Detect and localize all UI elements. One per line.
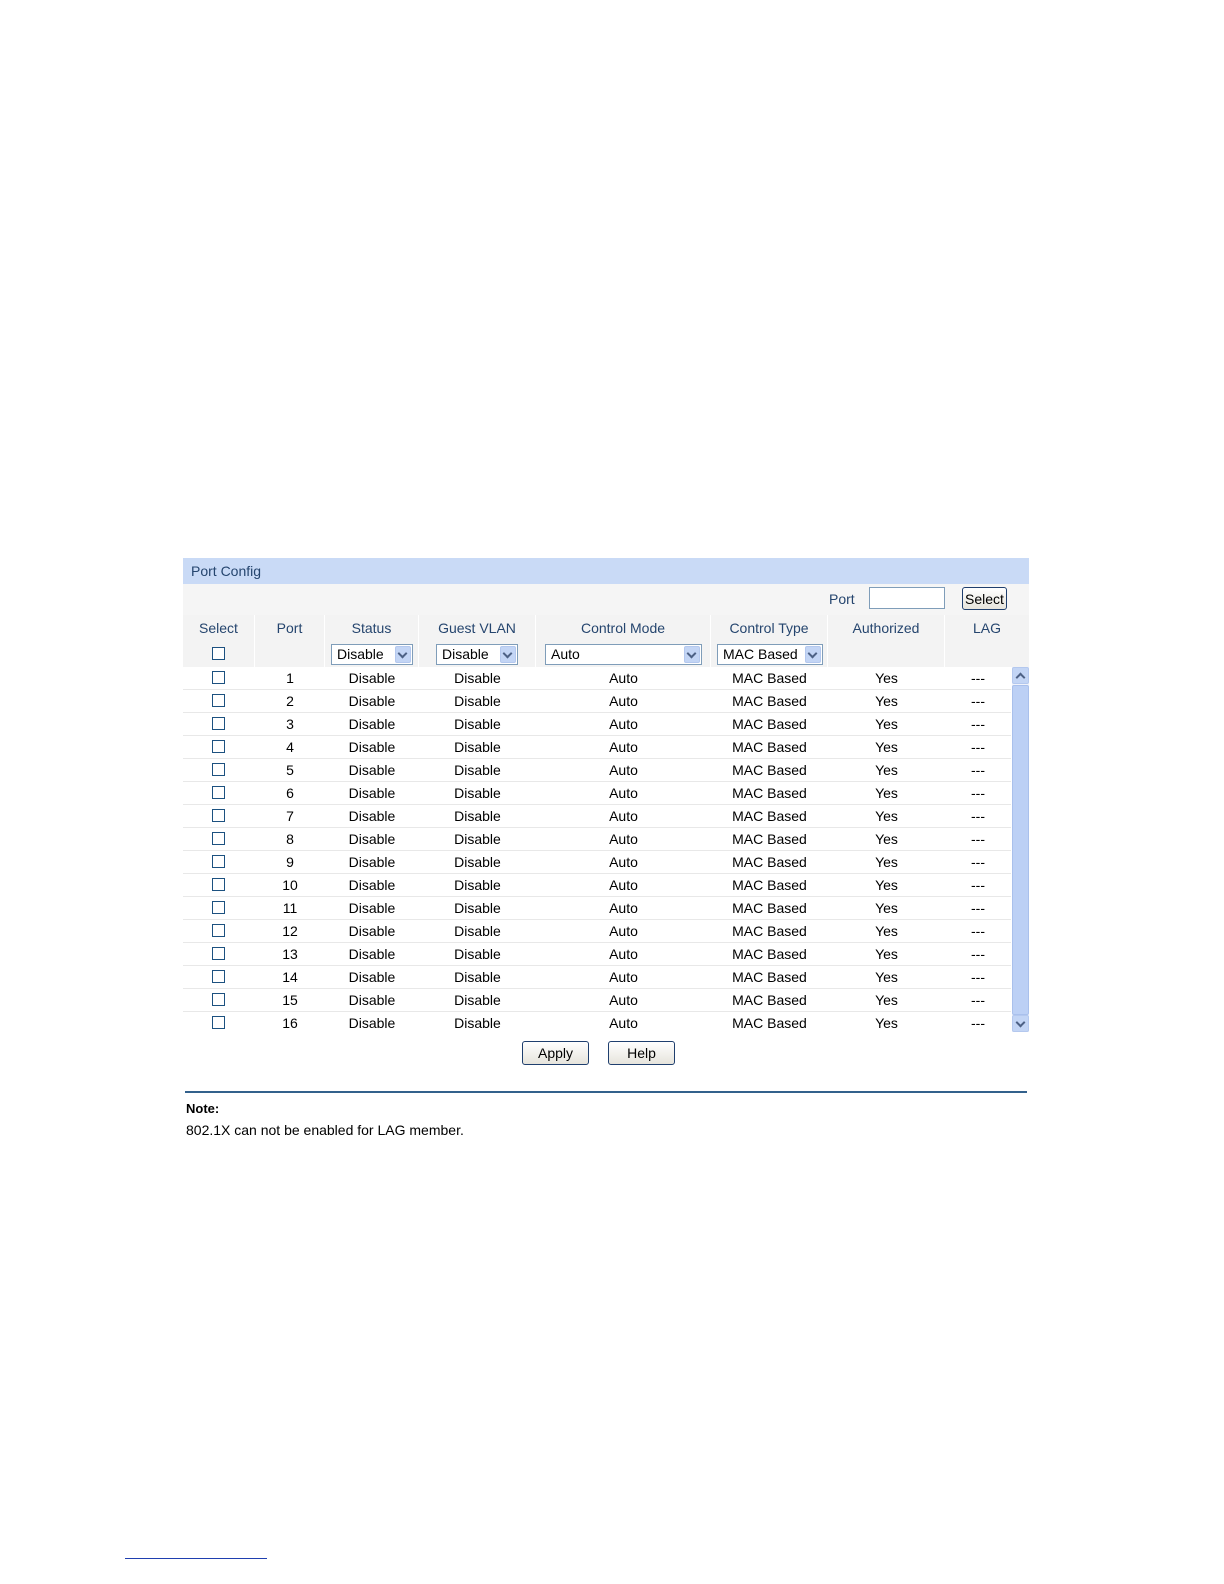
cell-status: Disable: [348, 992, 396, 1008]
cell-control-type: MAC Based: [732, 992, 807, 1008]
chevron-down-icon: [500, 646, 516, 663]
cell-lag: ---: [971, 946, 985, 962]
cell-port: 4: [286, 739, 294, 755]
cell-guest-vlan: Disable: [454, 900, 501, 916]
cell-authorized: Yes: [875, 831, 898, 847]
row-select-checkbox[interactable]: [212, 993, 225, 1006]
cell-lag: ---: [971, 762, 985, 778]
control-mode-dropdown-value: Auto: [551, 646, 580, 662]
cell-control-type: MAC Based: [732, 946, 807, 962]
cell-port: 13: [282, 946, 298, 962]
row-select-checkbox[interactable]: [212, 947, 225, 960]
cell-authorized: Yes: [875, 693, 898, 709]
cell-status: Disable: [348, 969, 396, 985]
cell-guest-vlan: Disable: [454, 693, 501, 709]
control-type-dropdown[interactable]: [717, 644, 823, 665]
cell-port: 5: [286, 762, 294, 778]
cell-lag: ---: [971, 992, 985, 1008]
filter-control-mode-cell: [536, 641, 711, 667]
scrollbar-thumb[interactable]: [1012, 685, 1029, 1015]
port-input[interactable]: [869, 587, 945, 609]
cell-status: Disable: [348, 739, 396, 755]
cell-lag: ---: [971, 969, 985, 985]
cell-control-mode: Auto: [609, 831, 638, 847]
cell-guest-vlan: Disable: [454, 716, 501, 732]
table-scrollbar[interactable]: [1012, 667, 1029, 1032]
cell-lag: ---: [971, 831, 985, 847]
cell-guest-vlan: Disable: [454, 762, 501, 778]
chevron-down-icon: [395, 646, 411, 663]
filter-port-cell: [255, 641, 325, 667]
cell-control-mode: Auto: [609, 670, 638, 686]
cell-guest-vlan: Disable: [454, 992, 501, 1008]
cell-control-mode: Auto: [609, 992, 638, 1008]
row-select-checkbox[interactable]: [212, 1016, 225, 1029]
cell-lag: ---: [971, 693, 985, 709]
apply-button[interactable]: Apply: [522, 1041, 589, 1065]
note-title: Note:: [186, 1101, 220, 1116]
cell-port: 16: [282, 1015, 298, 1031]
cell-lag: ---: [971, 877, 985, 893]
cell-control-mode: Auto: [609, 969, 638, 985]
cell-control-type: MAC Based: [732, 877, 807, 893]
cell-status: Disable: [348, 900, 396, 916]
cell-control-type: MAC Based: [732, 739, 807, 755]
cell-control-type: MAC Based: [732, 785, 807, 801]
table-row: [183, 897, 1011, 920]
cell-status: Disable: [348, 716, 396, 732]
divider: [185, 1091, 1027, 1093]
cell-control-mode: Auto: [609, 946, 638, 962]
cell-control-type: MAC Based: [732, 854, 807, 870]
cell-control-mode: Auto: [609, 923, 638, 939]
cell-control-mode: Auto: [609, 808, 638, 824]
cell-status: Disable: [348, 762, 396, 778]
cell-status: Disable: [348, 1015, 396, 1031]
cell-guest-vlan: Disable: [454, 877, 501, 893]
cell-port: 9: [286, 854, 294, 870]
cell-status: Disable: [348, 670, 396, 686]
cell-guest-vlan: Disable: [454, 739, 501, 755]
cell-lag: ---: [971, 1015, 985, 1031]
cell-lag: ---: [971, 900, 985, 916]
control-mode-dropdown[interactable]: [545, 644, 702, 665]
cell-control-type: MAC Based: [732, 693, 807, 709]
table-row: [183, 989, 1011, 1012]
cell-guest-vlan: Disable: [454, 946, 501, 962]
column-header-authorized: Authorized: [828, 615, 945, 641]
status-dropdown[interactable]: [331, 644, 413, 665]
cell-authorized: Yes: [875, 716, 898, 732]
cell-guest-vlan: Disable: [454, 923, 501, 939]
column-header-lag: LAG: [972, 620, 1001, 636]
row-select-checkbox[interactable]: [212, 740, 225, 753]
port-config-panel: [183, 558, 1029, 1138]
cell-port: 6: [286, 785, 294, 801]
table-row: [183, 667, 1011, 690]
column-header-guest-vlan: Guest VLAN: [419, 615, 536, 641]
table-row: [183, 782, 1011, 805]
help-button[interactable]: Help: [608, 1041, 675, 1065]
cell-control-type: MAC Based: [732, 808, 807, 824]
filter-select-cell: [183, 641, 255, 667]
cell-control-mode: Auto: [609, 785, 638, 801]
cell-status: Disable: [348, 785, 396, 801]
cell-control-mode: Auto: [609, 877, 638, 893]
cell-authorized: Yes: [875, 992, 898, 1008]
table-header: [183, 615, 1029, 641]
table-row: [183, 828, 1011, 851]
cell-status: Disable: [348, 831, 396, 847]
cell-guest-vlan: Disable: [454, 831, 501, 847]
cell-status: Disable: [348, 946, 396, 962]
cell-authorized: Yes: [875, 877, 898, 893]
table-row: [183, 805, 1011, 828]
cell-lag: ---: [971, 716, 985, 732]
cell-control-mode: Auto: [609, 693, 638, 709]
chevron-up-icon[interactable]: [1012, 667, 1029, 684]
table-row: [183, 759, 1011, 782]
cell-control-type: MAC Based: [732, 900, 807, 916]
cell-status: Disable: [348, 854, 396, 870]
row-select-checkbox[interactable]: [212, 832, 225, 845]
cell-control-type: MAC Based: [732, 670, 807, 686]
table-row: [183, 920, 1011, 943]
column-header-status: Status: [325, 615, 419, 641]
column-header-control-type: Control Type: [711, 615, 828, 641]
cell-guest-vlan: Disable: [454, 785, 501, 801]
panel-title: Port Config: [183, 558, 1029, 584]
cell-control-mode: Auto: [609, 854, 638, 870]
cell-lag: ---: [971, 854, 985, 870]
chevron-down-icon: [684, 646, 700, 663]
cell-port: 1: [286, 670, 294, 686]
chevron-down-icon[interactable]: [1012, 1015, 1029, 1032]
cell-control-type: MAC Based: [732, 923, 807, 939]
row-select-checkbox[interactable]: [212, 901, 225, 914]
row-select-checkbox[interactable]: [212, 671, 225, 684]
cell-port: 7: [286, 808, 294, 824]
cell-status: Disable: [348, 693, 396, 709]
cell-lag: ---: [971, 670, 985, 686]
cell-control-type: MAC Based: [732, 969, 807, 985]
cell-status: Disable: [348, 923, 396, 939]
cell-authorized: Yes: [875, 670, 898, 686]
row-select-checkbox[interactable]: [212, 924, 225, 937]
cell-lag: ---: [971, 808, 985, 824]
cell-control-mode: Auto: [609, 762, 638, 778]
guest-vlan-dropdown-value: Disable: [442, 646, 489, 662]
row-select-checkbox[interactable]: [212, 855, 225, 868]
chevron-down-icon: [805, 646, 821, 663]
bulk-config-row: [183, 641, 1029, 667]
guest-vlan-dropdown[interactable]: [436, 644, 518, 665]
cell-guest-vlan: Disable: [454, 969, 501, 985]
cell-authorized: Yes: [875, 900, 898, 916]
cell-lag: ---: [971, 923, 985, 939]
cell-port: 10: [282, 877, 298, 893]
filter-status-cell: [325, 641, 419, 667]
filter-authorized-cell: [828, 641, 945, 667]
column-header-control-mode: Control Mode: [536, 615, 711, 641]
status-dropdown-value: Disable: [337, 646, 384, 662]
cell-authorized: Yes: [875, 946, 898, 962]
cell-authorized: Yes: [875, 854, 898, 870]
cell-authorized: Yes: [875, 785, 898, 801]
control-type-dropdown-value: MAC Based: [723, 646, 798, 662]
table-row: [183, 874, 1011, 897]
column-header-select: Select: [183, 615, 255, 641]
port-label: Port: [829, 591, 855, 607]
select-all-checkbox[interactable]: [212, 647, 225, 660]
cell-guest-vlan: Disable: [454, 670, 501, 686]
filter-lag-cell: [945, 641, 1029, 667]
cell-authorized: Yes: [875, 969, 898, 985]
cell-guest-vlan: Disable: [454, 854, 501, 870]
filter-control-type-cell: [711, 641, 828, 667]
row-select-checkbox[interactable]: [212, 763, 225, 776]
table-row: [183, 736, 1011, 759]
cell-port: 14: [282, 969, 298, 985]
cell-status: Disable: [348, 877, 396, 893]
cell-control-mode: Auto: [609, 900, 638, 916]
cell-control-mode: Auto: [609, 739, 638, 755]
table-row: [183, 713, 1011, 736]
cell-control-mode: Auto: [609, 1015, 638, 1031]
row-select-checkbox[interactable]: [212, 717, 225, 730]
cell-port: 8: [286, 831, 294, 847]
cell-control-type: MAC Based: [732, 1015, 807, 1031]
table-row: [183, 851, 1011, 874]
cell-status: Disable: [348, 808, 396, 824]
cell-authorized: Yes: [875, 739, 898, 755]
port-search-bar: [183, 584, 1029, 615]
cell-guest-vlan: Disable: [454, 1015, 501, 1031]
cell-authorized: Yes: [875, 762, 898, 778]
row-select-checkbox[interactable]: [212, 809, 225, 822]
cell-authorized: Yes: [875, 923, 898, 939]
note-text: 802.1X can not be enabled for LAG member.: [186, 1122, 464, 1138]
cell-control-type: MAC Based: [732, 762, 807, 778]
cell-control-type: MAC Based: [732, 716, 807, 732]
cell-port: 2: [286, 693, 294, 709]
cell-port: 11: [282, 900, 298, 916]
row-select-checkbox[interactable]: [212, 786, 225, 799]
cell-lag: ---: [971, 785, 985, 801]
cell-authorized: Yes: [875, 1015, 898, 1031]
cell-port: 12: [282, 923, 298, 939]
cell-guest-vlan: Disable: [454, 808, 501, 824]
port-table-body[interactable]: [183, 667, 1029, 1032]
table-row: [183, 966, 1011, 989]
table-row: [183, 943, 1011, 966]
table-row: [183, 1012, 1011, 1032]
cell-authorized: Yes: [875, 808, 898, 824]
cell-port: 15: [282, 992, 298, 1008]
filter-guest-vlan-cell: [419, 641, 536, 667]
select-port-button[interactable]: Select: [962, 587, 1007, 610]
row-select-checkbox[interactable]: [212, 970, 225, 983]
cell-port: 3: [286, 716, 294, 732]
cell-control-mode: Auto: [609, 716, 638, 732]
table-row: [183, 690, 1011, 713]
cell-control-type: MAC Based: [732, 831, 807, 847]
footer-line: [125, 1558, 267, 1559]
row-select-checkbox[interactable]: [212, 878, 225, 891]
cell-lag: ---: [971, 739, 985, 755]
column-header-port: Port: [255, 615, 325, 641]
row-select-checkbox[interactable]: [212, 694, 225, 707]
